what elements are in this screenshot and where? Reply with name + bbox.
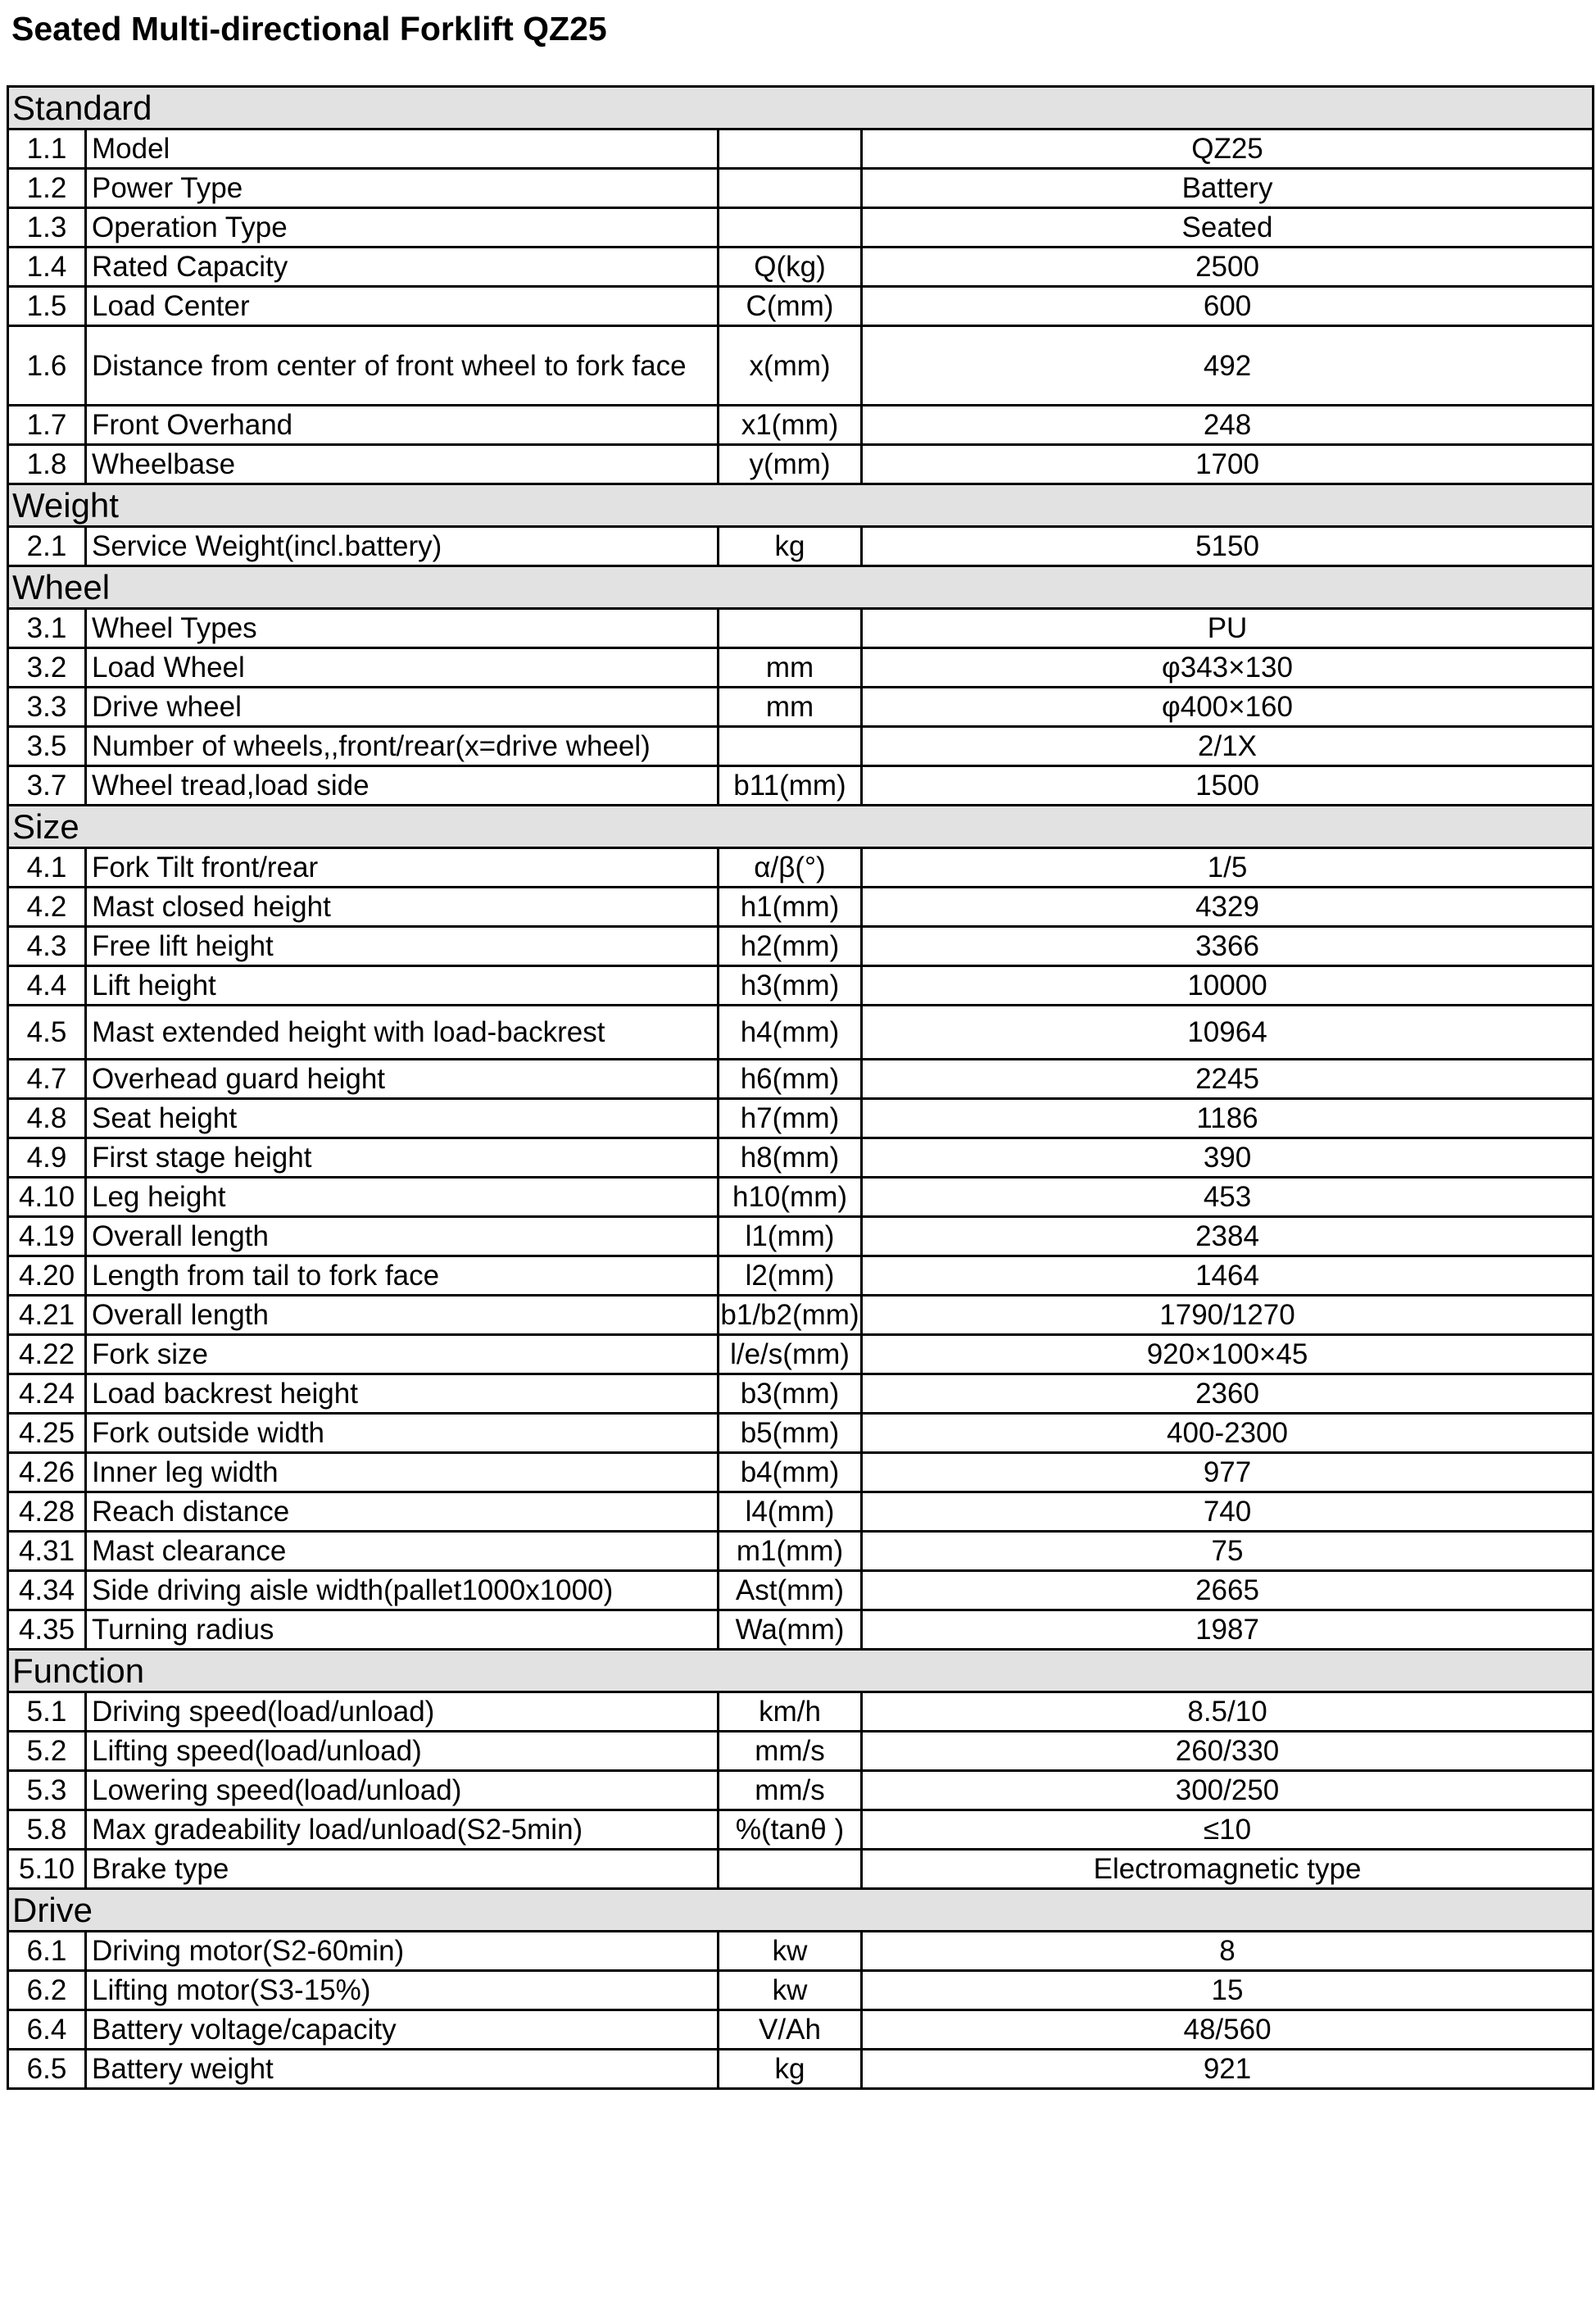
parameter-value: 740: [862, 1492, 1594, 1532]
row-number: 6.5: [8, 2050, 86, 2089]
parameter-name: First stage height: [86, 1138, 719, 1178]
row-number: 4.4: [8, 966, 86, 1006]
parameter-value: ≤10: [862, 1810, 1594, 1850]
parameter-name: Mast extended height with load-backrest: [86, 1006, 719, 1060]
parameter-value: Electromagnetic type: [862, 1850, 1594, 1889]
parameter-value: 2384: [862, 1217, 1594, 1256]
parameter-value: 977: [862, 1453, 1594, 1492]
parameter-value: 3366: [862, 927, 1594, 966]
parameter-value: φ343×130: [862, 648, 1594, 688]
parameter-unit: m1(mm): [719, 1532, 862, 1571]
section-title: Function: [8, 1650, 1594, 1692]
row-number: 4.28: [8, 1492, 86, 1532]
spec-row: [8, 1099, 1594, 1138]
parameter-unit: h7(mm): [719, 1099, 862, 1138]
parameter-unit: C(mm): [719, 287, 862, 326]
spec-table: [7, 85, 1594, 2090]
parameter-unit: %(tanθ ): [719, 1810, 862, 1850]
parameter-unit: l/e/s(mm): [719, 1335, 862, 1374]
row-number: 1.5: [8, 287, 86, 326]
row-number: 4.24: [8, 1374, 86, 1414]
spec-row: [8, 648, 1594, 688]
parameter-name: Seat height: [86, 1099, 719, 1138]
parameter-name: Leg height: [86, 1178, 719, 1217]
parameter-unit: [719, 609, 862, 648]
row-number: 3.7: [8, 766, 86, 806]
row-number: 6.4: [8, 2010, 86, 2050]
parameter-name: Front Overhand: [86, 406, 719, 445]
parameter-name: Load Center: [86, 287, 719, 326]
spec-row: [8, 406, 1594, 445]
parameter-name: Brake type: [86, 1850, 719, 1889]
parameter-value: 400-2300: [862, 1414, 1594, 1453]
spec-row: [8, 169, 1594, 208]
parameter-unit: b11(mm): [719, 766, 862, 806]
parameter-unit: V/Ah: [719, 2010, 862, 2050]
parameter-value: 920×100×45: [862, 1335, 1594, 1374]
parameter-name: Drive wheel: [86, 688, 719, 727]
parameter-name: Inner leg width: [86, 1453, 719, 1492]
parameter-name: Fork Tilt front/rear: [86, 848, 719, 888]
parameter-name: Driving motor(S2-60min): [86, 1932, 719, 1971]
parameter-value: 453: [862, 1178, 1594, 1217]
row-number: 4.35: [8, 1610, 86, 1650]
row-number: 1.4: [8, 248, 86, 287]
row-number: 4.7: [8, 1060, 86, 1099]
row-number: 6.1: [8, 1932, 86, 1971]
parameter-name: Load backrest height: [86, 1374, 719, 1414]
section-title: Size: [8, 806, 1594, 848]
row-number: 4.20: [8, 1256, 86, 1296]
document-title: Seated Multi-directional Forklift QZ25: [11, 10, 607, 48]
parameter-name: Max gradeability load/unload(S2-5min): [86, 1810, 719, 1850]
row-number: 4.22: [8, 1335, 86, 1374]
spec-row: [8, 1453, 1594, 1492]
row-number: 4.8: [8, 1099, 86, 1138]
row-number: 3.2: [8, 648, 86, 688]
parameter-unit: x(mm): [719, 326, 862, 406]
parameter-value: 1790/1270: [862, 1296, 1594, 1335]
row-number: 5.1: [8, 1692, 86, 1732]
row-number: 4.10: [8, 1178, 86, 1217]
spec-row: [8, 287, 1594, 326]
parameter-unit: h8(mm): [719, 1138, 862, 1178]
parameter-name: Reach distance: [86, 1492, 719, 1532]
parameter-unit: h10(mm): [719, 1178, 862, 1217]
parameter-value: 260/330: [862, 1732, 1594, 1771]
spec-row: [8, 208, 1594, 248]
section-header-row: [8, 806, 1594, 848]
row-number: 4.26: [8, 1453, 86, 1492]
spec-row: [8, 1532, 1594, 1571]
parameter-name: Overall length: [86, 1217, 719, 1256]
parameter-unit: h1(mm): [719, 888, 862, 927]
parameter-unit: mm: [719, 648, 862, 688]
spec-row: [8, 1296, 1594, 1335]
parameter-unit: α/β(°): [719, 848, 862, 888]
spec-row: [8, 1335, 1594, 1374]
parameter-unit: x1(mm): [719, 406, 862, 445]
row-number: 4.21: [8, 1296, 86, 1335]
parameter-name: Battery voltage/capacity: [86, 2010, 719, 2050]
parameter-name: Distance from center of front wheel to fork face: [86, 326, 719, 406]
parameter-unit: [719, 129, 862, 169]
parameter-name: Length from tail to fork face: [86, 1256, 719, 1296]
spec-row: [8, 727, 1594, 766]
row-number: 1.3: [8, 208, 86, 248]
parameter-name: Fork size: [86, 1335, 719, 1374]
section-title: Wheel: [8, 566, 1594, 609]
parameter-unit: km/h: [719, 1692, 862, 1732]
section-header-row: [8, 484, 1594, 527]
parameter-value: 8: [862, 1932, 1594, 1971]
parameter-unit: mm/s: [719, 1771, 862, 1810]
row-number: 1.8: [8, 445, 86, 484]
row-number: 1.2: [8, 169, 86, 208]
parameter-value: 1186: [862, 1099, 1594, 1138]
row-number: 4.25: [8, 1414, 86, 1453]
row-number: 5.10: [8, 1850, 86, 1889]
spec-table-body: [8, 87, 1594, 2089]
parameter-unit: kw: [719, 1971, 862, 2010]
row-number: 3.5: [8, 727, 86, 766]
parameter-unit: mm/s: [719, 1732, 862, 1771]
parameter-unit: b3(mm): [719, 1374, 862, 1414]
section-header-row: [8, 87, 1594, 129]
parameter-value: 2500: [862, 248, 1594, 287]
spec-row: [8, 1610, 1594, 1650]
section-title: Standard: [8, 87, 1594, 129]
parameter-value: 300/250: [862, 1771, 1594, 1810]
parameter-name: Side driving aisle width(pallet1000x1000): [86, 1571, 719, 1610]
row-number: 4.3: [8, 927, 86, 966]
parameter-value: 1464: [862, 1256, 1594, 1296]
parameter-name: Overall length: [86, 1296, 719, 1335]
parameter-name: Load Wheel: [86, 648, 719, 688]
parameter-unit: b4(mm): [719, 1453, 862, 1492]
parameter-value: QZ25: [862, 129, 1594, 169]
parameter-unit: [719, 1850, 862, 1889]
spec-row: [8, 1771, 1594, 1810]
spec-row: [8, 527, 1594, 566]
row-number: 4.5: [8, 1006, 86, 1060]
parameter-value: 2245: [862, 1060, 1594, 1099]
parameter-value: 75: [862, 1532, 1594, 1571]
spec-row: [8, 1006, 1594, 1060]
parameter-value: 248: [862, 406, 1594, 445]
spec-row: [8, 1178, 1594, 1217]
row-number: 3.1: [8, 609, 86, 648]
parameter-unit: h3(mm): [719, 966, 862, 1006]
spec-row: [8, 848, 1594, 888]
row-number: 4.9: [8, 1138, 86, 1178]
row-number: 5.3: [8, 1771, 86, 1810]
parameter-name: Lifting motor(S3-15%): [86, 1971, 719, 2010]
section-title: Weight: [8, 484, 1594, 527]
parameter-value: 1/5: [862, 848, 1594, 888]
row-number: 4.2: [8, 888, 86, 927]
parameter-unit: Q(kg): [719, 248, 862, 287]
spec-row: [8, 927, 1594, 966]
parameter-name: Lift height: [86, 966, 719, 1006]
spec-row: [8, 688, 1594, 727]
row-number: 4.31: [8, 1532, 86, 1571]
spec-row: [8, 2010, 1594, 2050]
parameter-name: Mast closed height: [86, 888, 719, 927]
spec-row: [8, 1971, 1594, 2010]
spec-row: [8, 766, 1594, 806]
parameter-unit: l4(mm): [719, 1492, 862, 1532]
parameter-value: 4329: [862, 888, 1594, 927]
spec-row: [8, 1374, 1594, 1414]
parameter-unit: Ast(mm): [719, 1571, 862, 1610]
parameter-value: 921: [862, 2050, 1594, 2089]
parameter-name: Overhead guard height: [86, 1060, 719, 1099]
parameter-unit: l2(mm): [719, 1256, 862, 1296]
parameter-name: Rated Capacity: [86, 248, 719, 287]
parameter-name: Wheelbase: [86, 445, 719, 484]
parameter-unit: b1/b2(mm): [719, 1296, 862, 1335]
parameter-value: 2360: [862, 1374, 1594, 1414]
parameter-name: Lifting speed(load/unload): [86, 1732, 719, 1771]
spec-row: [8, 1138, 1594, 1178]
row-number: 3.3: [8, 688, 86, 727]
parameter-unit: [719, 727, 862, 766]
parameter-unit: mm: [719, 688, 862, 727]
spec-row: [8, 326, 1594, 406]
spec-row: [8, 1810, 1594, 1850]
parameter-name: Mast clearance: [86, 1532, 719, 1571]
spec-row: [8, 1492, 1594, 1532]
row-number: 4.34: [8, 1571, 86, 1610]
spec-row: [8, 445, 1594, 484]
spec-row: [8, 1850, 1594, 1889]
parameter-value: 492: [862, 326, 1594, 406]
row-number: 1.6: [8, 326, 86, 406]
spec-row: [8, 1692, 1594, 1732]
parameter-value: 600: [862, 287, 1594, 326]
spec-row: [8, 1060, 1594, 1099]
parameter-value: 2/1X: [862, 727, 1594, 766]
parameter-unit: h2(mm): [719, 927, 862, 966]
parameter-value: 2665: [862, 1571, 1594, 1610]
parameter-name: Lowering speed(load/unload): [86, 1771, 719, 1810]
parameter-value: 8.5/10: [862, 1692, 1594, 1732]
spec-row: [8, 1217, 1594, 1256]
row-number: 4.1: [8, 848, 86, 888]
parameter-name: Operation Type: [86, 208, 719, 248]
parameter-unit: b5(mm): [719, 1414, 862, 1453]
parameter-name: Model: [86, 129, 719, 169]
parameter-name: Service Weight(incl.battery): [86, 527, 719, 566]
parameter-unit: y(mm): [719, 445, 862, 484]
parameter-name: Fork outside width: [86, 1414, 719, 1453]
parameter-unit: [719, 208, 862, 248]
row-number: 1.1: [8, 129, 86, 169]
section-header-row: [8, 1650, 1594, 1692]
parameter-name: Battery weight: [86, 2050, 719, 2089]
spec-row: [8, 1732, 1594, 1771]
parameter-value: 48/560: [862, 2010, 1594, 2050]
parameter-value: 1987: [862, 1610, 1594, 1650]
row-number: 2.1: [8, 527, 86, 566]
parameter-name: Wheel Types: [86, 609, 719, 648]
parameter-unit: h6(mm): [719, 1060, 862, 1099]
parameter-name: Turning radius: [86, 1610, 719, 1650]
spec-row: [8, 966, 1594, 1006]
spec-row: [8, 1256, 1594, 1296]
row-number: 5.2: [8, 1732, 86, 1771]
section-title: Drive: [8, 1889, 1594, 1932]
parameter-value: φ400×160: [862, 688, 1594, 727]
parameter-unit: kg: [719, 2050, 862, 2089]
section-header-row: [8, 566, 1594, 609]
parameter-name: Wheel tread,load side: [86, 766, 719, 806]
parameter-unit: Wa(mm): [719, 1610, 862, 1650]
parameter-unit: kw: [719, 1932, 862, 1971]
row-number: 5.8: [8, 1810, 86, 1850]
row-number: 1.7: [8, 406, 86, 445]
parameter-value: 10000: [862, 966, 1594, 1006]
spec-row: [8, 248, 1594, 287]
parameter-value: Seated: [862, 208, 1594, 248]
parameter-value: PU: [862, 609, 1594, 648]
spec-row: [8, 1414, 1594, 1453]
parameter-value: 390: [862, 1138, 1594, 1178]
spec-row: [8, 1571, 1594, 1610]
row-number: 6.2: [8, 1971, 86, 2010]
row-number: 4.19: [8, 1217, 86, 1256]
parameter-unit: l1(mm): [719, 1217, 862, 1256]
parameter-unit: [719, 169, 862, 208]
parameter-value: 5150: [862, 527, 1594, 566]
spec-row: [8, 129, 1594, 169]
parameter-unit: h4(mm): [719, 1006, 862, 1060]
parameter-unit: kg: [719, 527, 862, 566]
spec-row: [8, 609, 1594, 648]
parameter-value: Battery: [862, 169, 1594, 208]
parameter-value: 1500: [862, 766, 1594, 806]
parameter-name: Number of wheels,,front/rear(x=drive wheel): [86, 727, 719, 766]
parameter-value: 15: [862, 1971, 1594, 2010]
spec-row: [8, 888, 1594, 927]
parameter-name: Free lift height: [86, 927, 719, 966]
spec-row: [8, 1932, 1594, 1971]
section-header-row: [8, 1889, 1594, 1932]
parameter-value: 1700: [862, 445, 1594, 484]
parameter-value: 10964: [862, 1006, 1594, 1060]
spec-row: [8, 2050, 1594, 2089]
parameter-name: Power Type: [86, 169, 719, 208]
parameter-name: Driving speed(load/unload): [86, 1692, 719, 1732]
